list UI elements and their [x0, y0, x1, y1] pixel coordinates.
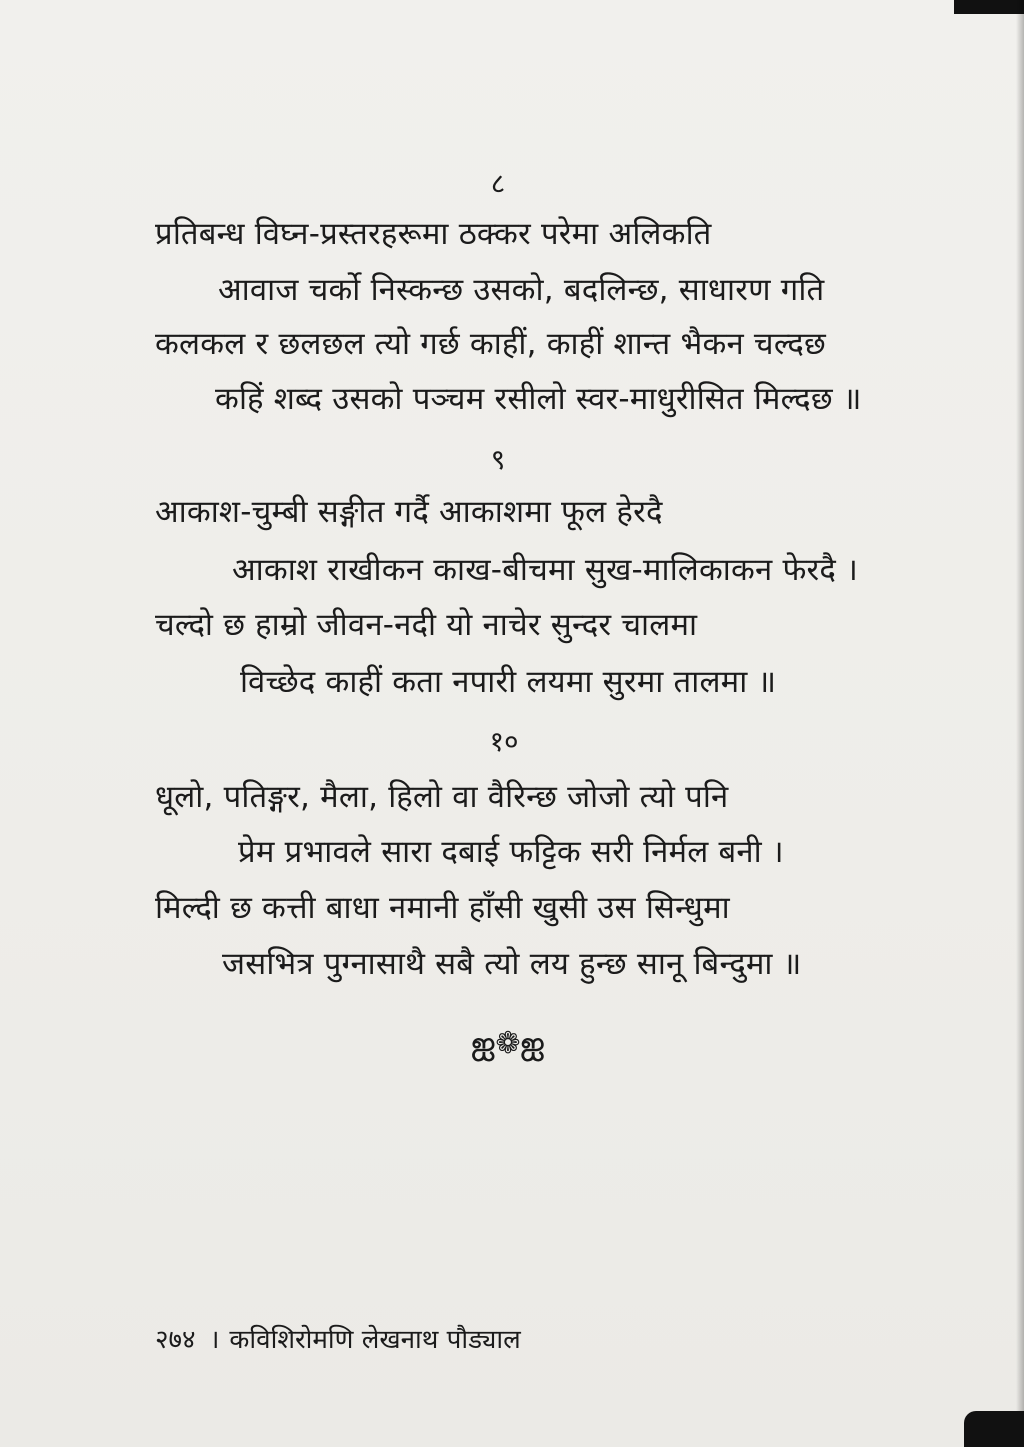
- stanza-number: १०: [489, 725, 519, 758]
- scan-edge-top: [954, 0, 1024, 14]
- ornament-icon: ஐ❁ஐ: [471, 1026, 545, 1061]
- stanza-number: ९: [490, 443, 506, 476]
- poem-line: कलकल र छलछल त्यो गर्छ काहीं, काहीं शान्त भैकन चल्दछ: [155, 326, 826, 362]
- poem-line: आवाज चर्को निस्कन्छ उसको, बदलिन्छ, साधारण गति: [218, 272, 825, 308]
- poem-line: प्रेम प्रभावले सारा दबाई फट्टिक सरी निर्मल बनी ।: [238, 834, 784, 870]
- poem-line: प्रतिबन्ध विघ्न-प्रस्तरहरूमा ठक्कर परेमा अलिकति: [155, 216, 712, 252]
- poem-line: चल्दो छ हाम्रो जीवन-नदी यो नाचेर सुन्दर चालमा: [155, 607, 698, 643]
- poem-line: कहिं शब्द उसको पञ्चम रसीलो स्वर-माधुरीसित मिल्दछ ॥: [215, 381, 862, 417]
- page-footer: [155, 1320, 521, 1360]
- poem-line: आकाश राखीकन काख-बीचमा सुख-मालिकाकन फेरदै ।: [232, 552, 859, 588]
- poem-line: धूलो, पतिङ्गर, मैला, हिलो वा वैरिन्छ जोजो त्यो पनि: [155, 779, 729, 815]
- scan-edge-right: [1016, 0, 1024, 1447]
- poem-line: विच्छेद काहीं कता नपारी लयमा सुरमा तालमा ॥: [240, 664, 777, 700]
- page-number: २७४: [155, 1325, 196, 1355]
- poem-line: जसभित्र पुग्नासाथै सबै त्यो लय हुन्छ सानू बिन्दुमा ॥: [222, 946, 802, 982]
- book-title: कविशिरोमणि लेखनाथ पौड्याल: [229, 1325, 521, 1355]
- footer-separator: ।: [209, 1325, 220, 1355]
- scan-edge-bottom: [964, 1411, 1024, 1447]
- poem-line: मिल्दी छ कत्ती बाधा नमानी हाँसी खुसी उस सिन्धुमा: [155, 890, 730, 926]
- stanza-number: ८: [490, 167, 506, 200]
- poem-line: आकाश-चुम्बी सङ्गीत गर्दै आकाशमा फूल हेरदै: [155, 494, 663, 530]
